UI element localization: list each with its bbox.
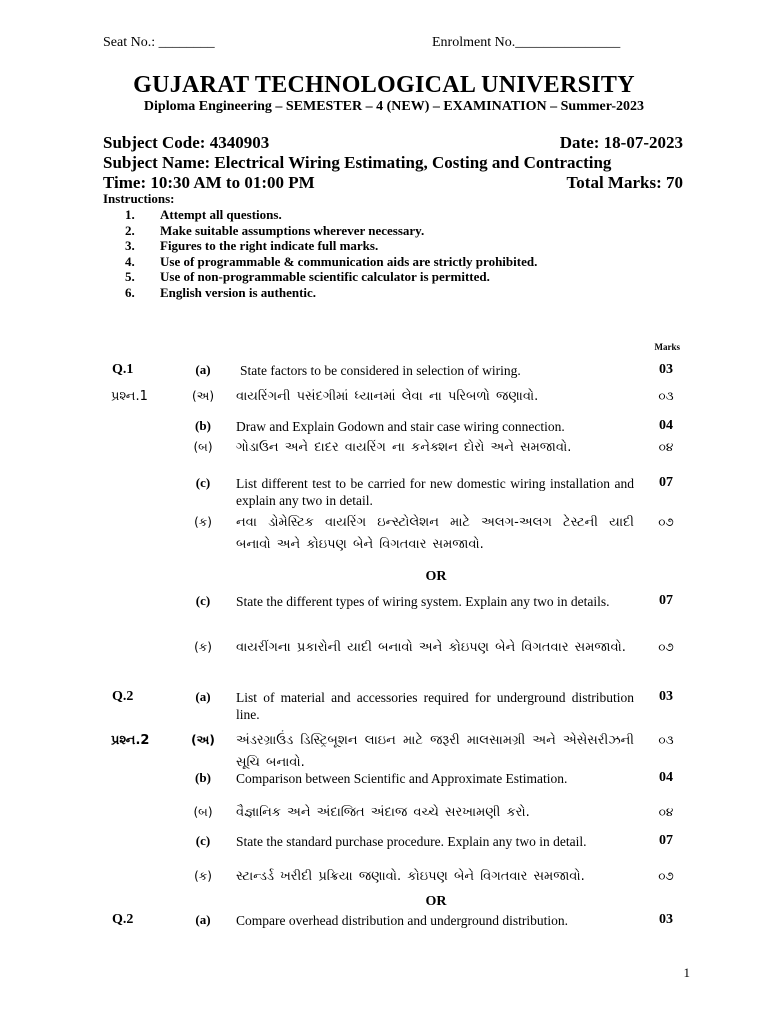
enrolment-no: Enrolment No._______________ — [432, 35, 621, 50]
sub-question-label: (અ) — [191, 389, 215, 403]
question-text: વૈજ્ઞાનિક અને અંદાજિત અંદાજ વચ્ચે સરખામણી કરો. — [236, 805, 530, 820]
sub-question-label: (ક) — [194, 640, 212, 654]
question-number: પ્રશ્ન.1 — [111, 389, 148, 404]
sub-question-label: (ક) — [194, 515, 212, 529]
instruction-item: 6. English version is authentic. — [125, 284, 317, 300]
question-text: List different test to be carried for new domestic wiring installation and explain any two in detail. — [236, 476, 634, 508]
question-marks: 03 — [659, 912, 673, 927]
exam-title: Diploma Engineering – SEMESTER – 4 (NEW) – EXAMINATION – Summer-2023 — [143, 99, 645, 114]
question-marks: ૦૪ — [658, 440, 674, 454]
university-title: GUJARAT TECHNOLOGICAL UNIVERSITY — [133, 72, 635, 98]
sub-question-label: (c) — [195, 593, 211, 608]
sub-question-label: (a) — [195, 689, 211, 704]
instruction-item: 4. Use of programmable & communication aids are strictly prohibited. — [125, 253, 538, 269]
question-number: પ્રશ્ન.2 — [111, 733, 150, 748]
question-marks: 07 — [659, 833, 673, 848]
sub-question-label: (અ) — [191, 733, 215, 747]
question-marks: 07 — [659, 593, 673, 608]
question-text: નવા ડોમેસ્ટિક વાયરિંગ ઇન્સ્ટોલેશન માટે અલગ-અલગ ટેસ્ટની યાદી બનાવો અને કોઇપણ બેને વિગતવાર સમજાવો. — [236, 515, 634, 552]
question-text: અંડરગ્રાઉંડ ડિસ્ટ્રિબૂશન લાઇન માટે જરૂરી માલસામગ્રી અને એસેસરીઝની સૂચિ બનાવો. — [236, 733, 634, 770]
instruction-item: 3. Figures to the right indicate full marks. — [125, 238, 379, 253]
sub-question-label: (a) — [195, 912, 211, 927]
sub-question-label: (a) — [195, 362, 211, 377]
question-text: વાયરિંગની પસંદગીમાં ધ્યાનમાં લેવા ના પરિબળો જણાવો. — [236, 389, 539, 404]
sub-question-label: (c) — [195, 833, 211, 848]
or-separator: OR — [425, 569, 447, 584]
page-number: 1 — [683, 965, 690, 980]
sub-question-label: (બ) — [193, 440, 213, 454]
sub-question-label: (ક) — [194, 869, 212, 883]
instruction-item: 1. Attempt all questions. — [125, 207, 282, 222]
question-marks: 04 — [659, 770, 673, 785]
question-marks: ૦૪ — [658, 805, 674, 819]
sub-question-label: (c) — [195, 475, 211, 490]
question-marks: ૦૭ — [658, 869, 674, 883]
question-text: List of material and accessories required for underground distribution line. — [236, 690, 634, 722]
question-number: Q.2 — [112, 689, 134, 704]
exam-date: Date: 18-07-2023 — [559, 133, 683, 152]
question-number: Q.2 — [112, 912, 134, 927]
question-text: Draw and Explain Godown and stair case wiring connection. — [236, 419, 565, 434]
sub-question-label: (b) — [195, 770, 211, 785]
instructions-title: Instructions: — [103, 191, 175, 206]
question-marks: 04 — [659, 418, 673, 433]
sub-question-label: (b) — [195, 418, 211, 433]
instructions-list — [103, 207, 537, 300]
question-text: Compare overhead distribution and underground distribution. — [236, 913, 568, 928]
question-text: State the different types of wiring system. Explain any two in details. — [236, 594, 610, 609]
subject-code: Subject Code: 4340903 — [103, 133, 270, 152]
question-text: ગોડાઉન અને દાદર વાયરિંગ ના કનેક્શન દોરો અને સમજાવો. — [236, 440, 572, 455]
question-text: State the standard purchase procedure. Explain any two in detail. — [236, 834, 587, 849]
question-marks: ૦૭ — [658, 640, 674, 654]
marks-column-header: Marks — [654, 342, 680, 352]
question-marks: ૦૭ — [658, 515, 674, 529]
question-marks: 03 — [659, 362, 673, 377]
question-marks: 07 — [659, 475, 673, 490]
question-marks: 03 — [659, 689, 673, 704]
or-separator: OR — [425, 894, 447, 909]
total-marks: Total Marks: 70 — [566, 173, 683, 192]
instruction-item: 2. Make suitable assumptions wherever necessary. — [125, 222, 425, 238]
question-text: State factors to be considered in selection of wiring. — [240, 363, 521, 378]
question-number: Q.1 — [112, 362, 134, 377]
instruction-item: 5. Use of non-programmable scientific calculator is permitted. — [125, 269, 490, 284]
question-text: વાયરીંગના પ્રકારોની યાદી બનાવો અને કોઇપણ બેને વિગતવાર સમજાવો. — [236, 640, 626, 655]
subject-name: Subject Name: Electrical Wiring Estimating, Costing and Contracting — [103, 153, 612, 172]
question-marks: ૦૩ — [658, 389, 674, 403]
seat-no: Seat No.: ________ — [103, 35, 215, 50]
sub-question-label: (બ) — [193, 805, 213, 819]
question-marks: ૦૩ — [658, 733, 674, 747]
question-text: સ્ટાન્ડર્ડ ખરીદી પ્રક્રિયા જણાવો. કોઇપણ બેને વિગતવાર સમજાવો. — [236, 869, 585, 884]
question-text: Comparison between Scientific and Approximate Estimation. — [236, 771, 568, 786]
exam-time: Time: 10:30 AM to 01:00 PM — [103, 173, 315, 192]
